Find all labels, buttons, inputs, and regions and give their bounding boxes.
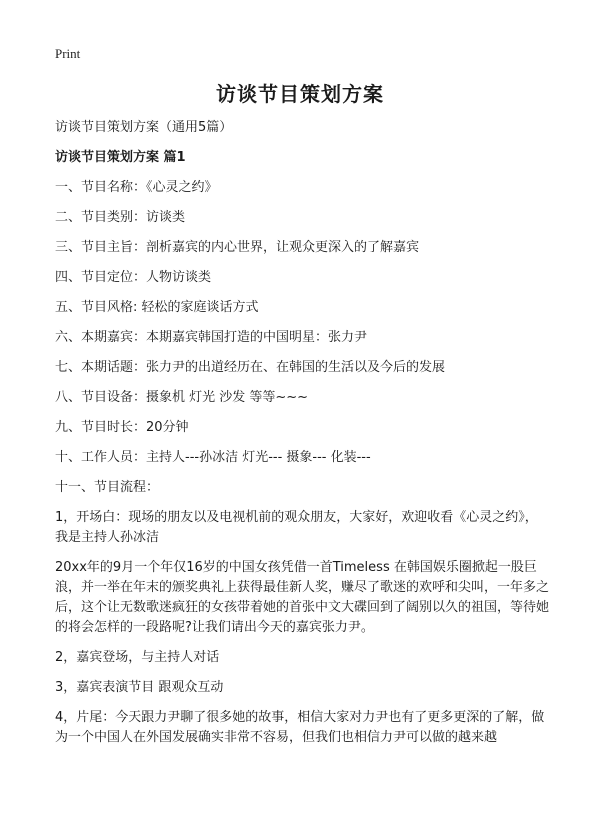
section-heading: 访谈节目策划方案 篇1	[55, 150, 186, 165]
paragraph-item: 二、节目类别：访谈类	[55, 210, 186, 225]
document-title: 访谈节目策划方案	[216, 82, 384, 106]
paragraph-item: 九、节目时长：20分钟	[55, 420, 189, 435]
paragraph-item: 六、本期嘉宾：本期嘉宾韩国打造的中国明星：张力尹	[55, 330, 368, 345]
document-subtitle: 访谈节目策划方案（通用5篇）	[55, 120, 233, 135]
paragraph-item: 1，开场白：现场的朋友以及电视机前的观众朋友，大家好，欢迎收看《心灵之约》，我是主持人孙冰洁	[55, 510, 538, 545]
paragraph-item: 十、工作人员：主持人---孙冰洁 灯光--- 摄象--- 化装---	[55, 450, 371, 465]
paragraph-item: 四、节目定位：人物访谈类	[55, 270, 212, 285]
document-body	[55, 118, 550, 758]
paragraph-item: 20xx年的9月一个年仅16岁的中国女孩凭借一首Timeless 在韩国娱乐圈掀起一股巨浪，并一举在年末的颁奖典礼上获得最佳新人奖，赚尽了歌迷的欢呼和尖叫，一年多之后，这个让无数歌迷疯狂的女孩带着她的首张中文大碟回到了阔别以久的祖国，等待她的将会怎样的一段路呢?让我们请出今天的嘉宾张力尹。	[55, 560, 550, 635]
paragraph-item: 3，嘉宾表演节目 跟观众互动	[55, 680, 224, 695]
paragraph-item: 十一、节目流程：	[55, 480, 160, 495]
paragraph-item: 七、本期话题：张力尹的出道经历在、在韩国的生活以及今后的发展	[55, 360, 446, 375]
paragraph-item: 八、节目设备：摄象机 灯光 沙发 等等~~~	[55, 390, 309, 405]
print-label: Print	[55, 46, 81, 61]
paragraph-item: 2，嘉宾登场，与主持人对话	[55, 650, 220, 665]
paragraph-item: 一、节目名称：《心灵之约》	[55, 180, 218, 195]
paragraph-item: 三、节目主旨：剖析嘉宾的内心世界，让观众更深入的了解嘉宾	[55, 240, 420, 255]
paragraph-item: 4，片尾：今天跟力尹聊了很多她的故事，相信大家对力尹也有了更多更深的了解，做为一个中国人在外国发展确实非常不容易，但我们也相信力尹可以做的越来越	[55, 710, 545, 745]
paragraph-item: 五、节目风格: 轻松的家庭谈话方式	[55, 300, 259, 315]
